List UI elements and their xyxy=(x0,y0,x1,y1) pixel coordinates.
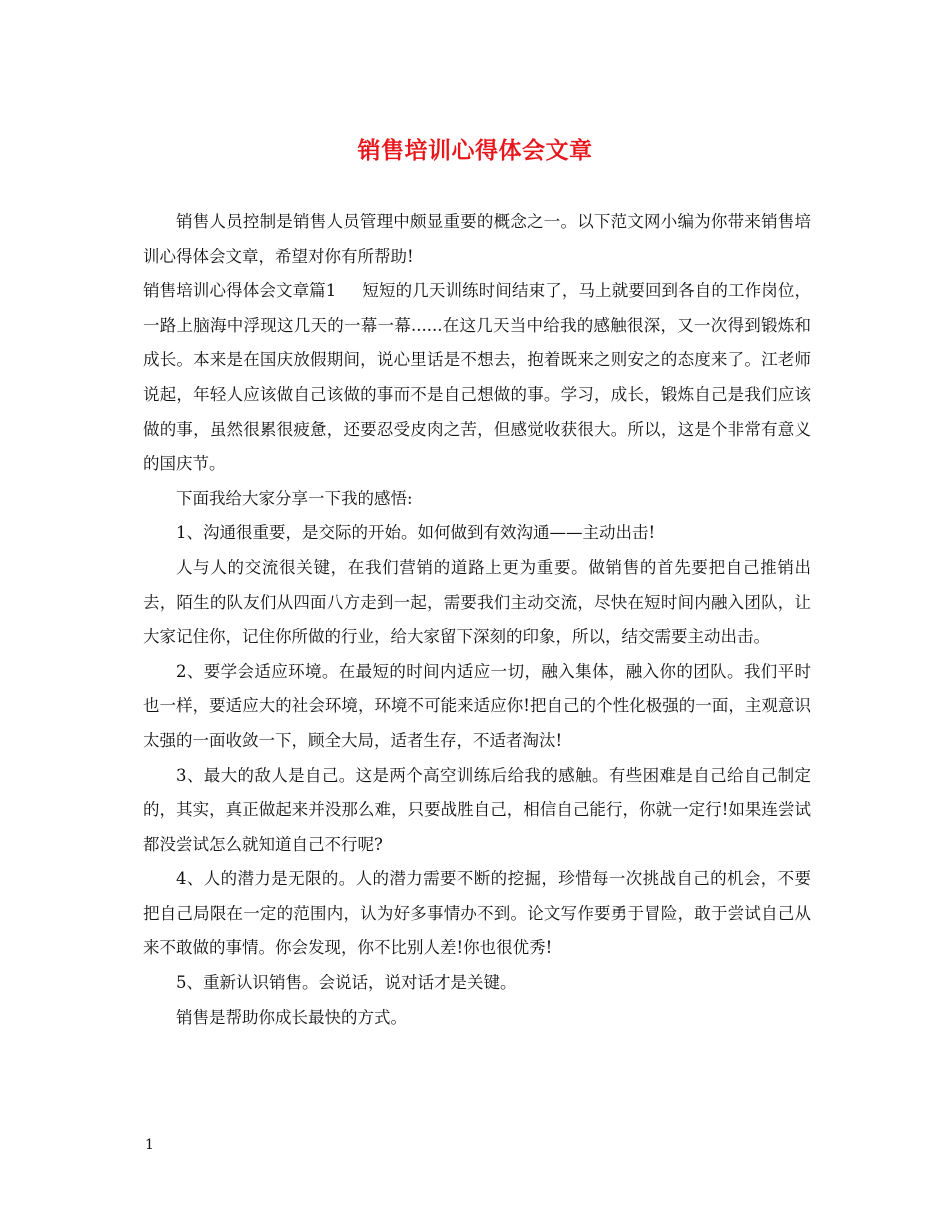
closing-paragraph: 销售是帮助你成长最快的方式。 xyxy=(176,1007,407,1027)
article-heading: 销售培训心得体会文章篇1 xyxy=(143,281,337,301)
point-1-body: 人与人的交流很关键，在我们营销的道路上更为重要。做销售的首先要把自己推销出去，陌生的队友们从四面八方走到一起，需要我们主动交流，尽快在短时间内融入团队，让大家记住你，记住你所做的行业，给大家留下深刻的印象，所以，结交需要主动出击。 xyxy=(143,557,811,647)
point-1-heading: 1、沟通很重要，是交际的开始。如何做到有效沟通——主动出击! xyxy=(176,523,656,543)
page-number: 1 xyxy=(145,1137,154,1153)
document-body xyxy=(143,205,811,1035)
article-paragraph-1 xyxy=(143,274,811,482)
point-2-paragraph: 2、要学会适应环境。在最短的时间内适应一切，融入集体，融入你的团队。我们平时也一样，要适应大的社会环境，环境不可能来适应你!把自己的个性化极强的一面，主观意识太强的一面收敛一下，顾全大局，适者生存，不适者淘汰! xyxy=(143,661,811,750)
point-3-paragraph: 3、最大的敌人是自己。这是两个高空训练后给我的感触。有些困难是自己给自己制定的，其实，真正做起来并没那么难，只要战胜自己，相信自己能行，你就一定行!如果连尝试都没尝试怎么就知道自己不行呢? xyxy=(143,765,811,854)
share-intro-paragraph: 下面我给大家分享一下我的感悟: xyxy=(176,488,413,508)
article-paragraph-1-text: 短短的几天训练时间结束了，马上就要回到各自的工作岗位，一路上脑海中浮现这几天的一幕一幕......在这几天当中给我的感触很深，又一次得到锻炼和成长。本来是在国庆放假期间，说心里话是不想去，抱着既来之则安之的态度来了。江老师说起，年轻人应该做自己该做的事而不是自己想做的事。学习，成长，锻炼自己是我们应该做的事，虽然很累很疲惫，还要忍受皮肉之苦，但感觉收获很大。所以，这是个非常有意义的国庆节。 xyxy=(143,281,812,474)
document-title: 销售培训心得体会文章 xyxy=(357,137,593,164)
point-4-paragraph: 4、人的潜力是无限的。人的潜力需要不断的挖掘，珍惜每一次挑战自己的机会，不要把自己局限在一定的范围内，认为好多事情办不到。论文写作要勇于冒险，敢于尝试自己从来不敢做的事情。你会发现，你不比别人差!你也很优秀! xyxy=(143,869,811,958)
point-5-paragraph: 5、重新认识销售。会说话，说对话才是关键。 xyxy=(176,973,517,993)
intro-paragraph: 销售人员控制是销售人员管理中颇显重要的概念之一。以下范文网小编为你带来销售培训心得体会文章，希望对你有所帮助! xyxy=(143,212,811,266)
